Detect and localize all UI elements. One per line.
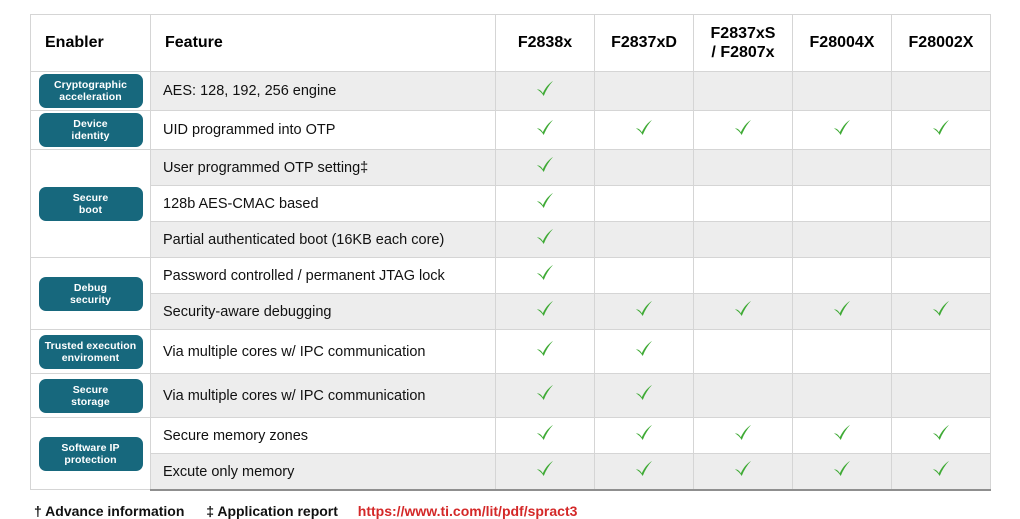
enabler-label-line1: Trusted execution — [44, 339, 137, 352]
support-cell-f28004x — [793, 330, 892, 374]
table-row — [31, 111, 991, 150]
enabler-badge — [39, 379, 143, 413]
security-feature-matrix — [30, 14, 991, 491]
support-cell-f2838x — [496, 186, 595, 222]
enabler-label-line2: acceleration — [59, 91, 122, 104]
support-cell-f2837xd — [595, 258, 694, 294]
support-cell-f2837xd — [595, 186, 694, 222]
column-header-enabler: Enabler — [31, 15, 151, 72]
table-row — [31, 150, 991, 186]
column-header-f2838x: F2838x — [496, 15, 595, 72]
check-icon — [534, 190, 556, 212]
enabler-cell-secure-storage — [31, 374, 151, 418]
support-cell-f28004x — [793, 111, 892, 150]
support-cell-f2838x — [496, 330, 595, 374]
support-cell-f28002x — [892, 294, 991, 330]
support-cell-f28004x — [793, 418, 892, 454]
enabler-cell-device-identity — [31, 111, 151, 150]
support-cell-f2837xs — [694, 72, 793, 111]
support-cell-f28002x — [892, 418, 991, 454]
enabler-label-line2: security — [69, 293, 112, 306]
feature-cell: Security-aware debugging — [151, 294, 496, 330]
enabler-label-line1: Cryptographic — [53, 79, 128, 91]
enabler-label-line1: Secure — [72, 383, 109, 396]
support-cell-f2837xs — [694, 330, 793, 374]
support-cell-f28002x — [892, 258, 991, 294]
table-row — [31, 374, 991, 418]
support-cell-f2837xd — [595, 294, 694, 330]
support-cell-f2838x — [496, 72, 595, 111]
support-cell-f2837xs — [694, 418, 793, 454]
feature-cell: Partial authenticated boot (16KB each core) — [151, 222, 496, 258]
support-cell-f2837xd — [595, 330, 694, 374]
support-cell-f2837xd — [595, 111, 694, 150]
feature-cell: AES: 128, 192, 256 engine — [151, 72, 496, 111]
feature-cell: Via multiple cores w/ IPC communication — [151, 330, 496, 374]
support-cell-f2838x — [496, 258, 595, 294]
enabler-label-line1: Debug — [73, 281, 108, 294]
enabler-cell-trusted-execution-environment — [31, 330, 151, 374]
table-body — [31, 72, 991, 490]
support-cell-f28004x — [793, 374, 892, 418]
check-icon — [930, 117, 952, 139]
support-cell-f2837xd — [595, 454, 694, 490]
enabler-label-line2: storage — [71, 395, 110, 408]
check-icon — [633, 298, 655, 320]
table-row — [31, 186, 991, 222]
support-cell-f28004x — [793, 150, 892, 186]
support-cell-f28004x — [793, 186, 892, 222]
check-icon — [534, 117, 556, 139]
enabler-badge — [39, 335, 143, 369]
support-cell-f2837xd — [595, 418, 694, 454]
column-header-f2837xs-f2807x — [694, 15, 793, 72]
check-icon — [930, 422, 952, 444]
check-icon — [831, 298, 853, 320]
column-header-line2: / F2807x — [711, 44, 775, 61]
support-cell-f2837xs — [694, 454, 793, 490]
feature-cell: User programmed OTP setting‡ — [151, 150, 496, 186]
enabler-badge — [39, 74, 143, 108]
support-cell-f28002x — [892, 111, 991, 150]
enabler-cell-debug-security — [31, 258, 151, 330]
enabler-label-line1: Software IP — [61, 441, 120, 454]
support-cell-f2837xs — [694, 186, 793, 222]
support-cell-f2838x — [496, 454, 595, 490]
support-cell-f2838x — [496, 418, 595, 454]
check-icon — [534, 422, 556, 444]
enabler-label-line1: Device — [73, 118, 108, 131]
check-icon — [633, 382, 655, 404]
table-row — [31, 294, 991, 330]
check-icon — [534, 338, 556, 360]
support-cell-f2837xs — [694, 258, 793, 294]
check-icon — [633, 458, 655, 480]
enabler-label-line2: identity — [71, 130, 110, 143]
footnote-application-report: ‡ Application report — [206, 502, 338, 519]
support-cell-f28002x — [892, 150, 991, 186]
support-cell-f2838x — [496, 294, 595, 330]
check-icon — [732, 298, 754, 320]
support-cell-f2837xs — [694, 374, 793, 418]
enabler-cell-software-ip-protection — [31, 418, 151, 490]
check-icon — [732, 458, 754, 480]
feature-cell: UID programmed into OTP — [151, 111, 496, 150]
support-cell-f2838x — [496, 111, 595, 150]
check-icon — [534, 458, 556, 480]
feature-cell: 128b AES-CMAC based — [151, 186, 496, 222]
support-cell-f2837xs — [694, 111, 793, 150]
enabler-cell-secure-boot — [31, 150, 151, 258]
check-icon — [831, 422, 853, 444]
support-cell-f28002x — [892, 222, 991, 258]
check-icon — [831, 117, 853, 139]
enabler-badge — [39, 277, 143, 311]
feature-cell: Excute only memory — [151, 454, 496, 490]
table-row — [31, 72, 991, 111]
check-icon — [732, 422, 754, 444]
check-icon — [831, 458, 853, 480]
enabler-label-line2: protection — [64, 453, 117, 466]
check-icon — [534, 78, 556, 100]
support-cell-f2837xd — [595, 72, 694, 111]
column-header-f2837xd: F2837xD — [595, 15, 694, 72]
support-cell-f28002x — [892, 186, 991, 222]
check-icon — [732, 117, 754, 139]
support-cell-f2838x — [496, 150, 595, 186]
check-icon — [633, 117, 655, 139]
enabler-label-line2: boot — [78, 203, 103, 216]
support-cell-f28004x — [793, 222, 892, 258]
support-cell-f28004x — [793, 258, 892, 294]
table-header — [31, 15, 991, 72]
support-cell-f2837xs — [694, 150, 793, 186]
support-cell-f2838x — [496, 374, 595, 418]
enabler-badge — [39, 437, 143, 471]
support-cell-f2837xs — [694, 294, 793, 330]
check-icon — [534, 226, 556, 248]
support-cell-f2838x — [496, 222, 595, 258]
check-icon — [930, 298, 952, 320]
support-cell-f28004x — [793, 294, 892, 330]
support-cell-f2837xd — [595, 222, 694, 258]
enabler-label-line2: enviroment — [61, 351, 120, 364]
table-row — [31, 330, 991, 374]
check-icon — [534, 262, 556, 284]
table-row — [31, 222, 991, 258]
column-header-feature: Feature — [151, 15, 496, 72]
support-cell-f28002x — [892, 454, 991, 490]
column-header-line1: F2837xS — [710, 24, 776, 42]
enabler-cell-cryptographic-acceleration — [31, 72, 151, 111]
footnote-advance-information: † Advance information — [34, 502, 185, 519]
header-row — [31, 15, 991, 72]
check-icon — [633, 338, 655, 360]
column-header-f28004x: F28004X — [793, 15, 892, 72]
support-cell-f2837xd — [595, 150, 694, 186]
check-icon — [534, 154, 556, 176]
enabler-label-line1: Secure — [72, 191, 109, 204]
check-icon — [633, 422, 655, 444]
support-cell-f28004x — [793, 72, 892, 111]
feature-cell: Secure memory zones — [151, 418, 496, 454]
check-icon — [930, 458, 952, 480]
application-report-link[interactable]: https://www.ti.com/lit/pdf/spract3 — [357, 502, 578, 519]
support-cell-f28002x — [892, 330, 991, 374]
check-icon — [534, 382, 556, 404]
support-cell-f28004x — [793, 454, 892, 490]
check-icon — [534, 298, 556, 320]
table-row — [31, 258, 991, 294]
table-row — [31, 454, 991, 490]
support-cell-f28002x — [892, 72, 991, 111]
support-cell-f28002x — [892, 374, 991, 418]
support-cell-f2837xd — [595, 374, 694, 418]
column-header-f28002x: F28002X — [892, 15, 991, 72]
table-row — [31, 418, 991, 454]
support-cell-f2837xs — [694, 222, 793, 258]
feature-cell: Password controlled / permanent JTAG lock — [151, 258, 496, 294]
feature-cell: Via multiple cores w/ IPC communication — [151, 374, 496, 418]
enabler-badge — [39, 113, 143, 147]
enabler-badge — [39, 187, 143, 221]
